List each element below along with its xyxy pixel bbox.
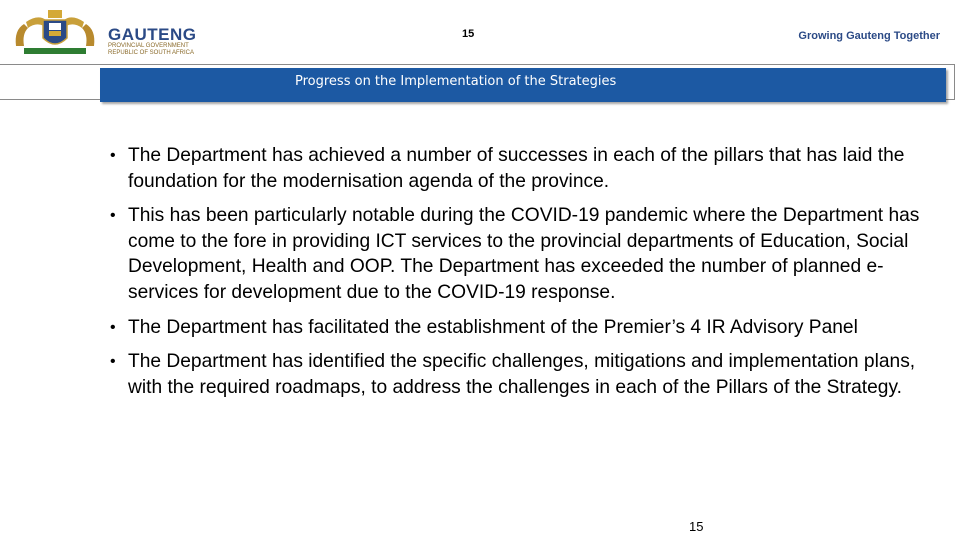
slide-title: Progress on the Implementation of the Strategies [295, 74, 617, 89]
logo-subtitle: PROVINCIAL GOVERNMENT [108, 43, 189, 49]
coat-of-arms-icon [10, 8, 100, 58]
logo-text [108, 26, 197, 56]
bullet-text: The Department has facilitated the establishment of the Premier’s 4 IR Advisory Panel [128, 316, 858, 338]
bullet-item [108, 315, 938, 341]
bullet-icon: • [110, 207, 116, 225]
bullet-item [108, 349, 938, 400]
title-bar [100, 68, 946, 102]
bullet-icon: • [110, 318, 116, 336]
bullet-item [108, 143, 938, 194]
gauteng-logo [10, 8, 197, 58]
bullet-icon: • [110, 353, 116, 371]
logo-wordmark: GAUTENG [108, 25, 197, 44]
bullet-icon: • [110, 147, 116, 164]
footer-page-number: 15 [689, 519, 704, 534]
bullet-list [108, 143, 938, 409]
bullet-item [108, 203, 938, 305]
tagline: Growing Gauteng Together [798, 30, 940, 42]
logo-subtitle: REPUBLIC OF SOUTH AFRICA [108, 49, 195, 56]
bullet-text: The Department has identified the specific challenges, mitigations and implementation plans, with the required roadmaps, to address the challenges in each of the Pillars of the Strategy. [128, 351, 916, 398]
bullet-text: This has been particularly notable during the COVID-19 pandemic where the Department has come to the fore in providing ICT services to the provincial departments of Education, Social Development, Health and OOP. The Department has exceeded the number of planned e-services for development due to the COVID-19 response. [128, 205, 920, 303]
bullet-text: The Department has achieved a number of successes in each of the pillars that has laid the foundation for the modernisation agenda of the province. [128, 145, 905, 192]
header-page-number: 15 [462, 28, 475, 40]
